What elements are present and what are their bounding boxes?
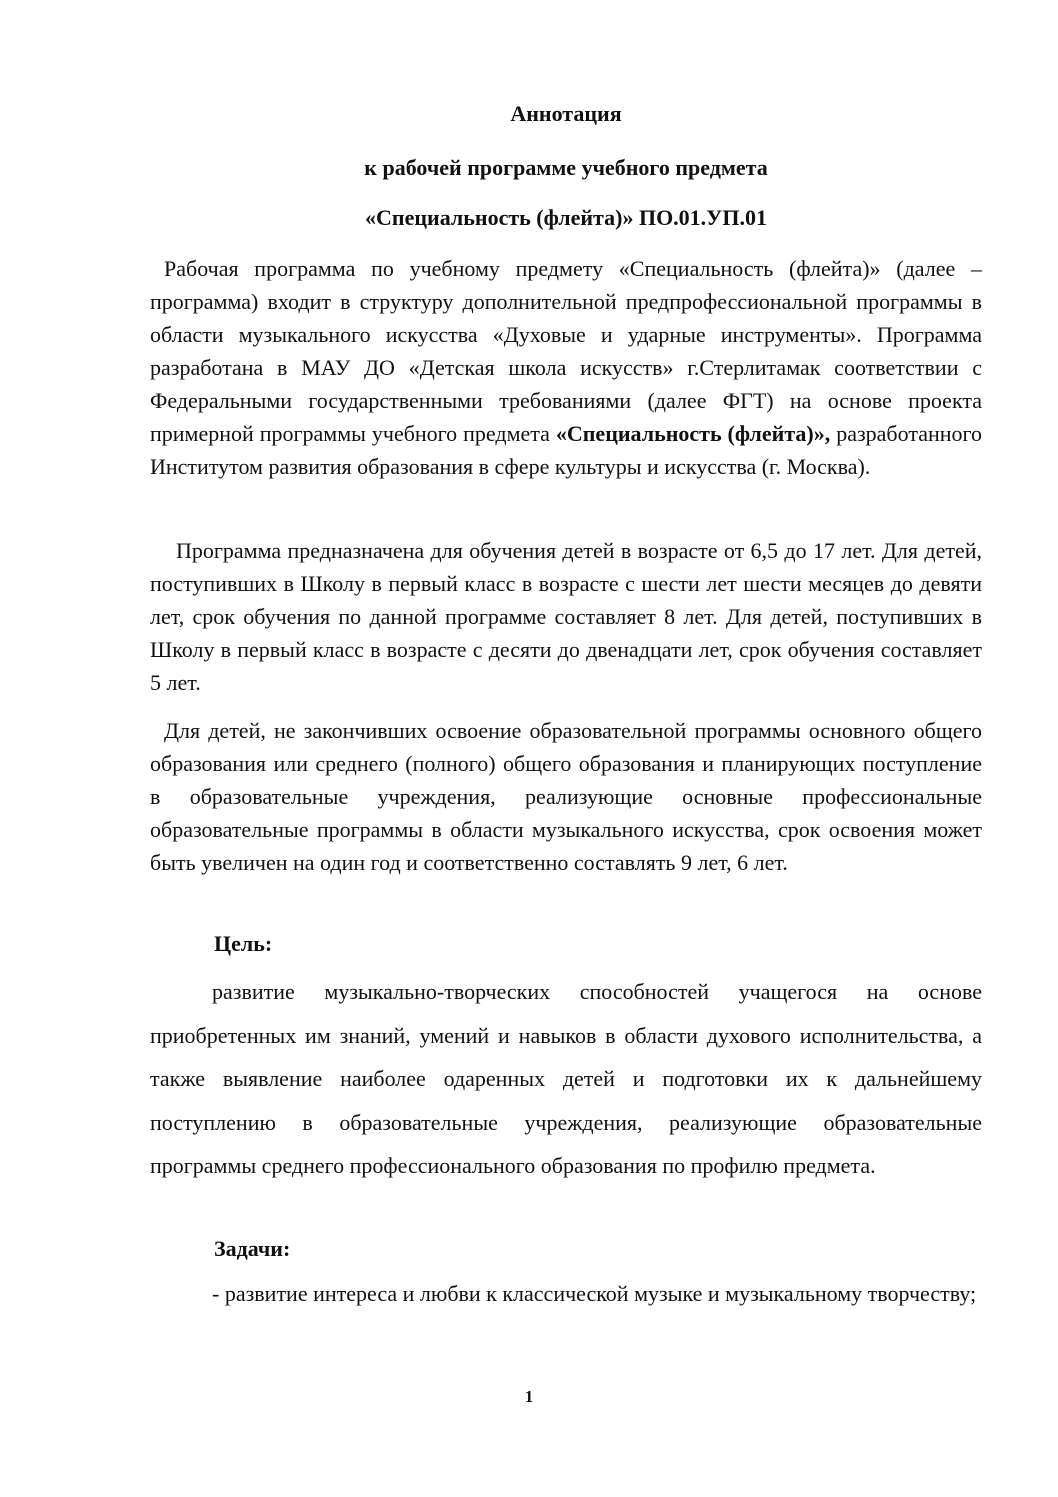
paragraph-text: Рабочая программа по учебному предмету «Специальность (флейта)» (далее – программа) входит в структуру дополнительной предпрофессиональной программы в области музыкального искусства «Духовые и ударные инструменты». Программа разработана в МАУ ДО «Детская школа искусств» г.Стерлитамак соответствии с Федеральными государственными требованиями (далее ФГТ) на основе проекта примерной программы учебного предмета	[150, 256, 982, 446]
paragraph-extension: Для детей, не закончивших освоение образовательной программы основного общего образования или среднего (полного) общего образования и планирующих поступление в образовательные учреждения, реализующие основные профессиональные образовательные программы в области музыкального искусства, срок освоения может быть увеличен на один год и соответственно составлять 9 лет, 6 лет.	[150, 718, 982, 875]
document-title: Аннотация	[510, 101, 622, 126]
paragraph-goal: развитие музыкально-творческих способностей учащегося на основе приобретенных им знаний, умений и навыков в области духового исполнительства, а также выявление наиболее одаренных детей и подготовки их к дальнейшему поступлению в образовательные учреждения, реализующие образовательные программы среднего профессионального образования по профилю предмета.	[150, 979, 982, 1178]
subject-name-bold: «Специальность (флейта)»,	[555, 421, 831, 446]
document-subtitle: к рабочей программе учебного предмета	[364, 155, 768, 180]
list-item-task: - развитие интереса и любви к классической музыке и музыкальному творчеству;	[212, 1281, 977, 1306]
paragraph-age-duration: Программа предназначена для обучения детей в возрасте от 6,5 до 17 лет. Для детей, поступивших в Школу в первый класс в возрасте с шести лет шести месяцев до девяти лет, срок обучения по данной программе составляет 8 лет. Для детей, поступивших в Школу в первый класс в возрасте с десяти до двенадцати лет, срок обучения составляет 5 лет.	[150, 538, 982, 695]
heading-goal: Цель:	[214, 931, 273, 956]
page-number: 1	[524, 1387, 534, 1406]
subject-title: «Специальность (флейта)» ПО.01.УП.01	[365, 205, 767, 230]
paragraph-program-description	[150, 252, 982, 483]
heading-tasks: Задачи:	[214, 1236, 291, 1261]
paragraph-text: разработанного Институтом развития образования в сфере культуры и искусства (г. Москва).	[150, 421, 983, 479]
